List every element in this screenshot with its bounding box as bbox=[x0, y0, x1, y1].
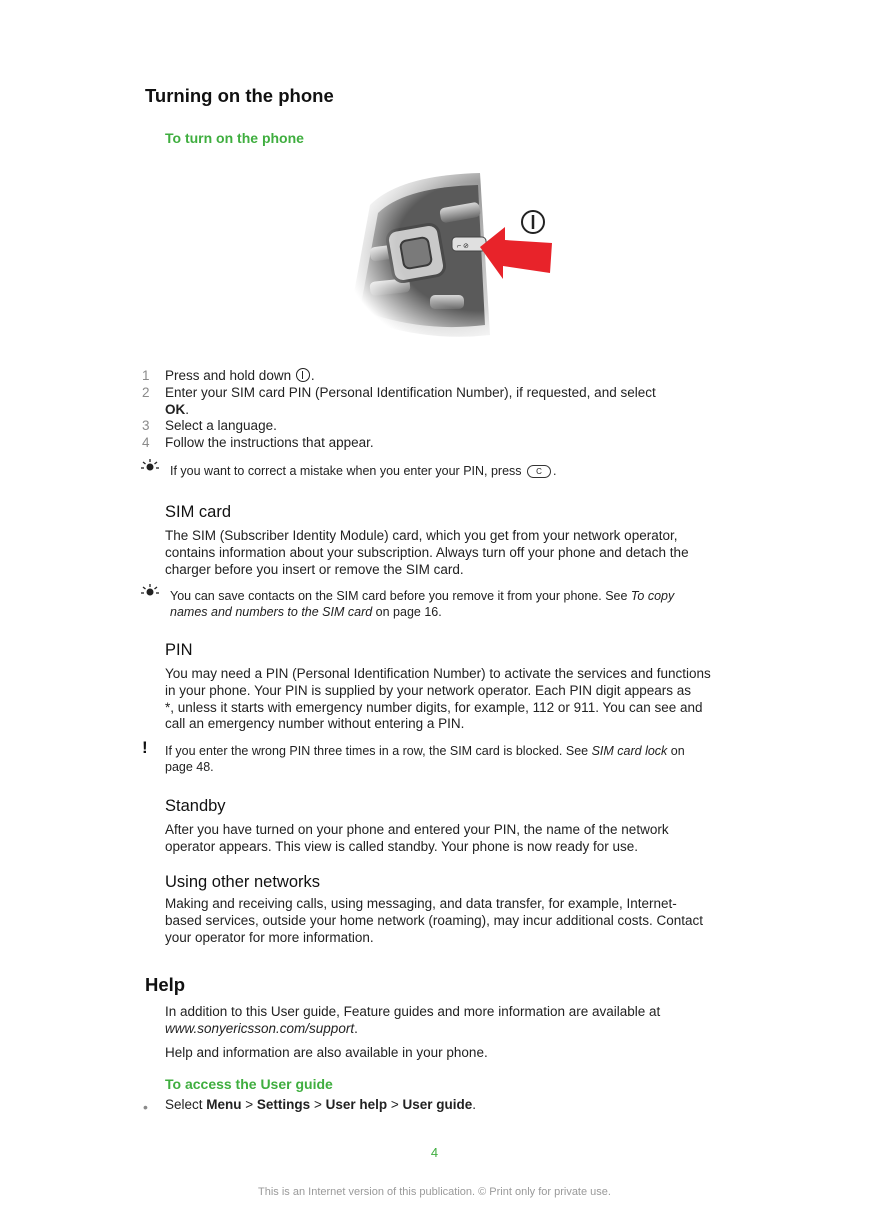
power-key-icon bbox=[296, 368, 310, 382]
phone-illustration bbox=[330, 165, 560, 345]
footer-note: This is an Internet version of this publication. © Print only for private use. bbox=[258, 1186, 611, 1198]
tip-save-contacts: You can save contacts on the SIM card before you remove it from your phone. See To copy names and numbers to the SIM card on page 16. bbox=[170, 589, 675, 619]
sim-paragraph: The SIM (Subscriber Identity Module) card, which you get from your network operator, contains information about your subscription. Always turn off your phone and detach the charger before you insert or remove the SIM card. bbox=[165, 528, 689, 577]
tip-correct-mistake: If you want to correct a mistake when you enter your PIN, press C . bbox=[170, 464, 557, 478]
menu-path-settings: Settings bbox=[256, 1097, 311, 1112]
help-paragraph: In addition to this User guide, Feature guides and more information are available at www.sonyericsson.com/support. bbox=[165, 1004, 661, 1036]
page-number: 4 bbox=[430, 1145, 439, 1160]
menu-path-user-guide: User guide bbox=[402, 1097, 473, 1112]
link-names-and-numbers[interactable]: names and numbers to the SIM card bbox=[170, 605, 373, 619]
phone-power-key-image bbox=[330, 165, 560, 345]
step-1: 1 Press and hold down . bbox=[142, 368, 315, 383]
step-number: 1 bbox=[142, 368, 150, 383]
support-url-link[interactable]: www.sonyericsson.com/support bbox=[165, 1020, 355, 1036]
c-key-icon: C bbox=[527, 465, 551, 478]
section-title-pin: PIN bbox=[165, 641, 193, 659]
step-number: 4 bbox=[142, 435, 150, 450]
section-title-sim-card: SIM card bbox=[165, 503, 232, 521]
networks-paragraph: Making and receiving calls, using messaging, and data transfer, for example, Internet- based services, outside your home network (roaming), may incur additional costs. Contact your operator for more information. bbox=[165, 896, 703, 945]
pin-paragraph: You may need a PIN (Personal Identification Number) to activate the services and functions in your phone. Your PIN is supplied by your network operator. Each PIN digit appears as *, unless it starts with emergency number digits, for example, 112 or 911. You can see and call an emergency number without entering a PIN. bbox=[165, 666, 711, 732]
help-in-phone-text: Help and information are also available in your phone. bbox=[165, 1045, 488, 1060]
tip-lightbulb-icon bbox=[140, 458, 160, 479]
link-to-copy[interactable]: To copy bbox=[630, 589, 675, 603]
menu-path-user-help: User help bbox=[325, 1097, 388, 1112]
step-3: 3 Select a language. bbox=[142, 418, 277, 433]
step-4: 4 Follow the instructions that appear. bbox=[142, 435, 374, 450]
section-title-other-networks: Using other networks bbox=[165, 873, 320, 891]
tip-lightbulb-icon bbox=[140, 583, 160, 604]
section-title-help: Help bbox=[145, 974, 186, 995]
standby-paragraph: After you have turned on your phone and entered your PIN, the name of the network operator appears. This view is called standby. Your phone is now ready for use. bbox=[165, 822, 669, 854]
section-title-standby: Standby bbox=[165, 797, 226, 815]
warning-exclamation-icon: ! bbox=[142, 738, 148, 757]
step-number: 2 bbox=[142, 385, 150, 400]
link-sim-card-lock[interactable]: SIM card lock bbox=[591, 744, 668, 758]
procedure-title-access-user-guide: To access the User guide bbox=[165, 1076, 333, 1092]
step-2: 2 Enter your SIM card PIN (Personal Identification Number), if requested, and select OK. bbox=[142, 385, 656, 417]
section-title-turning-on: Turning on the phone bbox=[145, 85, 334, 106]
warning-pin-blocked: If you enter the wrong PIN three times in a row, the SIM card is blocked. See SIM card lock on page 48. bbox=[165, 744, 685, 774]
procedure-title-turn-on: To turn on the phone bbox=[165, 130, 304, 146]
user-guide-menu-path: Select Menu > Settings > User help > User guide. bbox=[165, 1097, 477, 1112]
step-number: 3 bbox=[142, 418, 150, 433]
bullet-icon: • bbox=[143, 1099, 148, 1115]
menu-path-menu: Menu bbox=[206, 1097, 242, 1112]
